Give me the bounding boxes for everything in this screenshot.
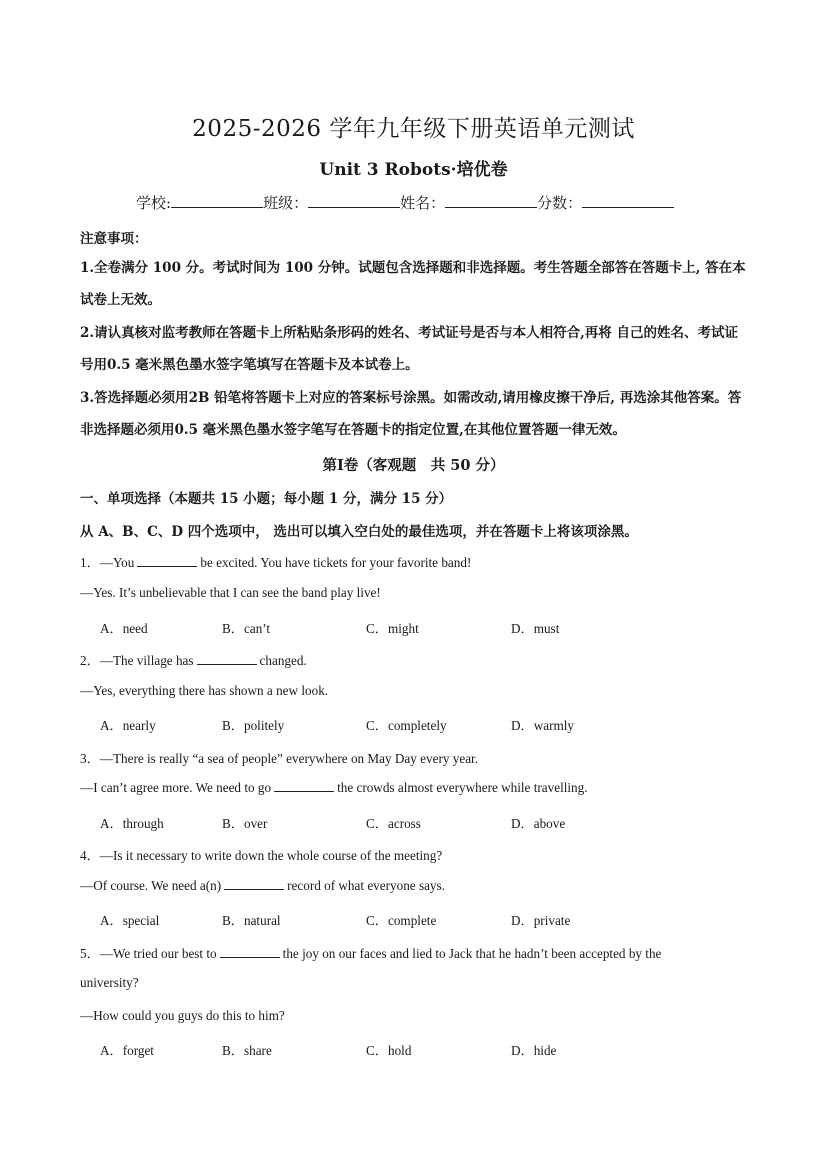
- q3-option-b[interactable]: B．over: [222, 816, 268, 831]
- part1-instruction: 从 A、B、C、D 四个选项中， 选出可以填入空白处的最佳选项，并在答题卡上将该项涂黑。: [80, 524, 638, 540]
- name-label: 姓名：: [400, 194, 446, 212]
- q3-option-c[interactable]: C．across: [366, 816, 421, 831]
- q4-response: [80, 878, 445, 894]
- q2-option-c[interactable]: C．completely: [366, 718, 447, 733]
- q1-option-d[interactable]: D．must: [511, 621, 560, 636]
- q3-response: [80, 780, 588, 796]
- student-info-row: [136, 192, 674, 213]
- q5-response: —How could you guys do this to him?: [80, 1008, 285, 1023]
- score-label: 分数：: [537, 194, 583, 212]
- q1-option-a[interactable]: A．need: [100, 621, 148, 636]
- q3-response-pre: —I can’t agree more. We need to go: [80, 780, 272, 795]
- q1-option-c[interactable]: C．might: [366, 621, 419, 636]
- notice-heading: 注意事项：: [80, 231, 148, 247]
- q4-stem: 4．—Is it necessary to write down the whole course of the meeting?: [80, 848, 443, 863]
- notice-item-2: 2.请认真核对监考教师在答题卡上所粘贴条形码的姓名、考试证号是否与本人相符合,再将 自己的姓名、考试证号用0.5 毫米黑色墨水签字笔填写在答题卡及本试卷上。: [80, 325, 738, 373]
- q4-response-pre: —Of course. We need a(n): [80, 878, 222, 893]
- q5-stem-post: the joy on our faces and lied to Jack that he hadn’t been accepted by the: [282, 946, 662, 961]
- notice-item-1: 1.全卷满分 100 分。考试时间为 100 分钟。试题包含选择题和非选择题。考生答题全部答在答题卡上, 答在本试卷上无效。: [80, 260, 746, 308]
- q5-blank: [220, 946, 280, 958]
- score-blank[interactable]: [582, 193, 674, 208]
- q5-option-c[interactable]: C．hold: [366, 1043, 412, 1058]
- q5-stem-cont: university?: [80, 975, 139, 990]
- q2-stem-post: changed.: [259, 653, 307, 668]
- section-title: 第Ⅰ卷（客观题 共 50 分）: [322, 457, 505, 474]
- q5-stem-pre: 5．—We tried our best to: [80, 946, 217, 961]
- q2-option-b[interactable]: B．politely: [222, 718, 285, 733]
- name-blank[interactable]: [445, 193, 537, 208]
- part1-heading: 一、单项选择（本题共 15 小题；每小题 1 分，满分 15 分）: [80, 491, 453, 507]
- page-subtitle: Unit 3 Robots·培优卷: [319, 160, 508, 180]
- q5-stem: [80, 943, 661, 962]
- q1-response: —Yes. It’s unbelievable that I can see the band play live!: [80, 585, 381, 600]
- q1-stem: [80, 552, 471, 571]
- q1-option-b[interactable]: B．can’t: [222, 621, 271, 636]
- page-title: 2025-2026 学年九年级下册英语单元测试: [192, 116, 635, 142]
- q4-option-d[interactable]: D．private: [511, 913, 571, 928]
- class-blank[interactable]: [308, 193, 400, 208]
- school-blank[interactable]: [171, 193, 263, 208]
- q2-option-d[interactable]: D．warmly: [511, 718, 574, 733]
- school-label: 学校:: [136, 194, 172, 212]
- q4-response-post: record of what everyone says.: [287, 878, 445, 893]
- q5-option-a[interactable]: A．forget: [100, 1043, 154, 1058]
- q2-stem: [80, 650, 307, 669]
- q3-option-d[interactable]: D．above: [511, 816, 566, 831]
- notice-item-3: 3.答选择题必须用2B 铅笔将答题卡上对应的答案标号涂黑。如需改动,请用橡皮擦干净后, 再选涂其他答案。答非选择题必须用0.5 毫米黑色墨水签字笔写在答题卡的指定位置,在其他位置答题一律无效。: [80, 390, 742, 438]
- q2-response: —Yes, everything there has shown a new look.: [80, 683, 329, 698]
- q5-option-b[interactable]: B．share: [222, 1043, 272, 1058]
- q4-blank: [224, 878, 284, 890]
- q2-stem-pre: 2．—The village has: [80, 653, 194, 668]
- q4-option-a[interactable]: A．special: [100, 913, 160, 928]
- q3-response-post: the crowds almost everywhere while travelling.: [337, 780, 588, 795]
- class-label: 班级：: [263, 194, 309, 212]
- q3-option-a[interactable]: A．through: [100, 816, 164, 831]
- q2-blank: [197, 653, 257, 665]
- q3-blank: [274, 780, 334, 792]
- q2-option-a[interactable]: A．nearly: [100, 718, 156, 733]
- q1-stem-pre: 1．—You: [80, 555, 135, 570]
- q4-option-b[interactable]: B．natural: [222, 913, 281, 928]
- q1-stem-post: be excited. You have tickets for your favorite band!: [200, 555, 472, 570]
- q1-blank: [137, 555, 197, 567]
- q4-option-c[interactable]: C．complete: [366, 913, 437, 928]
- q3-stem: 3．—There is really “a sea of people” everywhere on May Day every year.: [80, 751, 479, 766]
- q5-option-d[interactable]: D．hide: [511, 1043, 557, 1058]
